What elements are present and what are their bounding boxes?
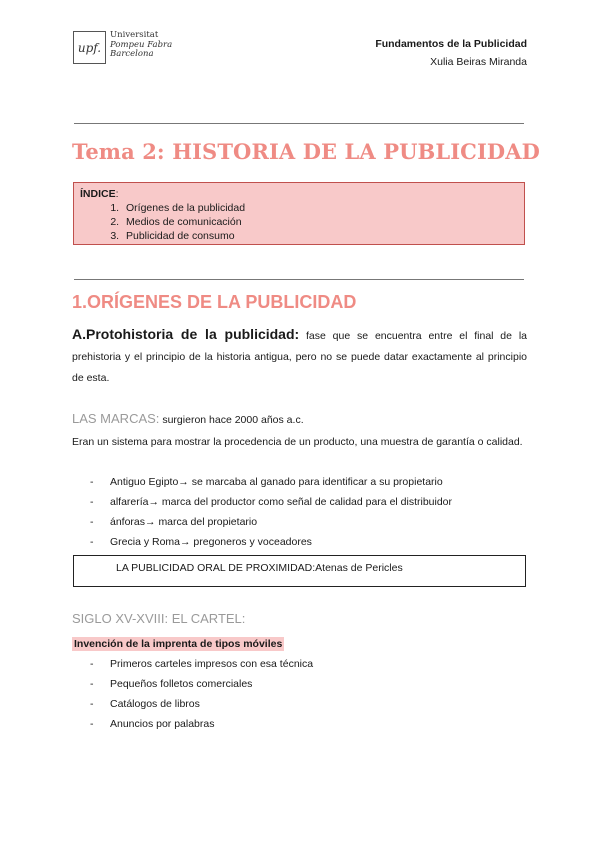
logo-line: Pompeu Fabra [110, 39, 173, 50]
cartel-list [90, 654, 313, 734]
author-name: Xulia Beiras Miranda [430, 56, 527, 68]
divider [74, 123, 524, 124]
index-item: 1. Orígenes de la publicidad [122, 201, 518, 215]
logo-mark: upf. [77, 40, 102, 55]
cartel-label: SIGLO XV-XVIII: EL CARTEL: [72, 611, 246, 626]
course-name: Fundamentos de la Publicidad [375, 38, 527, 50]
index-box: ÍNDICE: 1. Orígenes de la publicidad 2. Medios de comunicación 3. Publicidad de consumo [73, 182, 525, 245]
logo-line: Barcelona [110, 49, 154, 59]
logo-line: Universitat [110, 30, 159, 40]
index-list [80, 201, 518, 243]
list-item: - ánforas→ marca del propietario [90, 516, 258, 528]
list-item: - Grecia y Roma→ pregoneros y voceadores [90, 536, 312, 548]
index-label: ÍNDICE [80, 188, 116, 200]
imprenta-highlight: Invención de la imprenta de tipos móviles [74, 638, 283, 650]
marcas-list [90, 472, 452, 552]
marcas-heading [72, 411, 304, 426]
oral-publicity-box: LA PUBLICIDAD ORAL DE PROXIMIDAD:Atenas de Pericles [73, 555, 526, 587]
divider [74, 279, 524, 280]
marcas-note: surgieron hace 2000 años a.c. [162, 414, 304, 426]
page-title: Tema 2: HISTORIA DE LA PUBLICIDAD [72, 139, 540, 164]
list-item: - Pequeños folletos comerciales [90, 678, 253, 690]
section-title: 1.ORÍGENES DE LA PUBLICIDAD [72, 292, 357, 312]
list-item: - Catálogos de libros [90, 698, 200, 710]
index-item: 3. Publicidad de consumo [122, 229, 518, 243]
list-item: - alfarería→ marca del productor como señal de calidad para el distribuidor [90, 496, 453, 508]
protohistoria-text: fase que se encuentra entre el final de la prehistoria y el principio de la historia antigua, pero no se puede datar exactamente al principio de esta. [72, 330, 527, 384]
marcas-paragraph: Eran un sistema para mostrar la procedencia de un producto, una muestra de garantía o calidad. [72, 436, 523, 448]
list-item: - Antiguo Egipto→ se marcaba al ganado para identificar a su propietario [90, 476, 443, 488]
cartel-heading [72, 611, 245, 626]
protohistoria-heading: A.Protohistoria de la publicidad: [72, 326, 300, 342]
list-item: - Primeros carteles impresos con esa técnica [90, 658, 314, 670]
upf-logo [73, 31, 106, 64]
header-info [375, 38, 527, 68]
protohistoria-paragraph [72, 324, 527, 389]
marcas-label: LAS MARCAS: [72, 411, 160, 426]
list-item: - Anuncios por palabras [90, 718, 215, 730]
index-item: 2. Medios de comunicación [122, 215, 518, 229]
university-name [110, 31, 172, 60]
